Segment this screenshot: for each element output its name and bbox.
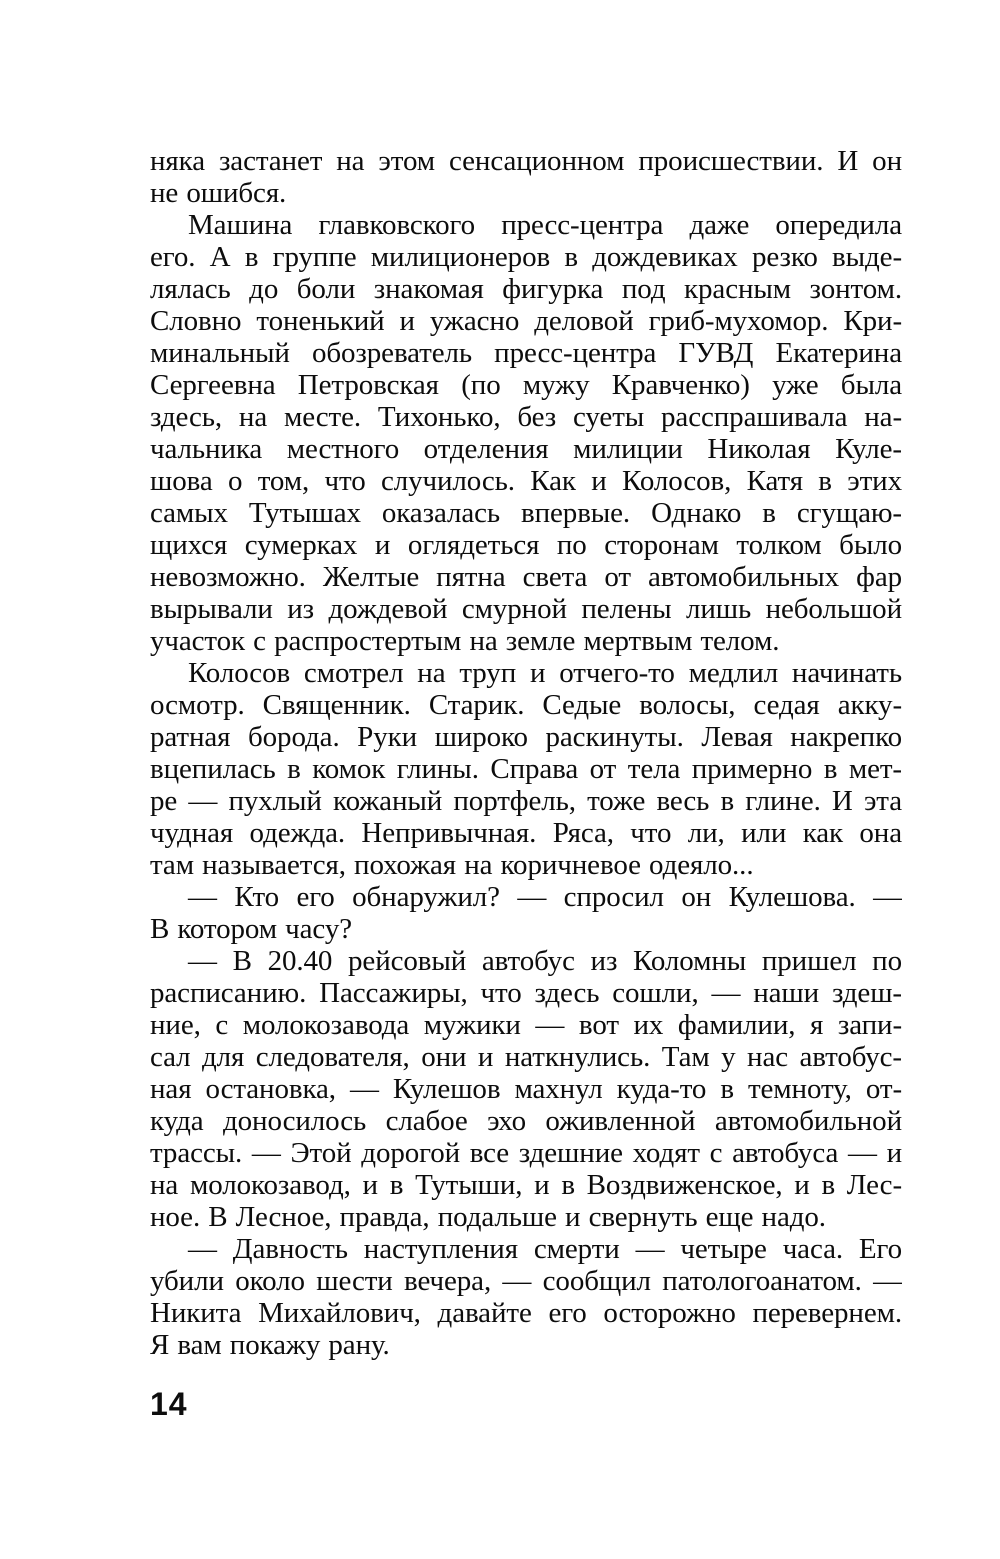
- text-line: ре — пухлый кожаный портфель, тоже весь в глине. И эта: [150, 785, 902, 817]
- text-line: самых Тутышах оказалась впервые. Однако в сгущаю-: [150, 497, 902, 529]
- text-line: ние, с молокозавода мужики — вот их фамилии, я запи-: [150, 1009, 902, 1041]
- text-line: здесь, на месте. Тихонько, без суеты расспрашивала на-: [150, 401, 902, 433]
- text-line: ратная борода. Руки широко раскинуты. Левая накрепко: [150, 721, 902, 753]
- text-line: няка застанет на этом сенсационном происшествии. И он: [150, 145, 902, 177]
- text-line: Словно тоненький и ужасно деловой гриб-мухомор. Кри-: [150, 305, 902, 337]
- text-line: расписанию. Пассажиры, что здесь сошли, — наши здеш-: [150, 977, 902, 1009]
- text-line: чальника местного отделения милиции Николая Куле-: [150, 433, 902, 465]
- text-line: Машина главковского пресс-центра даже опередила: [188, 209, 902, 241]
- text-block: [150, 145, 902, 1361]
- text-line: осмотр. Священник. Старик. Седые волосы, седая акку-: [150, 689, 902, 721]
- text-line: Никита Михайлович, давайте его осторожно перевернем.: [150, 1297, 902, 1329]
- text-line: убили около шести вечера, — сообщил патологоанатом. —: [150, 1265, 902, 1297]
- text-line: не ошибся.: [150, 177, 287, 209]
- text-line: В котором часу?: [150, 913, 352, 945]
- text-line: сал для следователя, они и наткнулись. Там у нас автобус-: [150, 1041, 902, 1073]
- text-line: — В 20.40 рейсовый автобус из Коломны пришел по: [188, 945, 902, 977]
- text-line: щихся сумерках и оглядеться по сторонам толком было: [150, 529, 902, 561]
- text-line: участок с распростертым на земле мертвым телом.: [150, 625, 780, 657]
- text-line: — Кто его обнаружил? — спросил он Кулешова. —: [188, 881, 902, 913]
- text-line: чудная одежда. Непривычная. Ряса, что ли, или как она: [150, 817, 902, 849]
- text-line: вырывали из дождевой смурной пелены лишь небольшой: [150, 593, 902, 625]
- text-line: — Давность наступления смерти — четыре часа. Его: [188, 1233, 902, 1265]
- text-line: там называется, похожая на коричневое одеяло...: [150, 849, 754, 881]
- text-line: на молокозавод, и в Тутыши, и в Воздвиженское, и в Лес-: [150, 1169, 902, 1201]
- text-line: невозможно. Желтые пятна света от автомобильных фар: [150, 561, 902, 593]
- text-line: трассы. — Этой дорогой все здешние ходят с автобуса — и: [150, 1137, 902, 1169]
- text-line: вцепилась в комок глины. Справа от тела примерно в мет-: [150, 753, 902, 785]
- text-line: Сергеевна Петровская (по мужу Кравченко) уже была: [150, 369, 902, 401]
- text-line: ное. В Лесное, правда, подальше и свернуть еще надо.: [150, 1201, 826, 1233]
- text-line: Колосов смотрел на труп и отчего-то медлил начинать: [188, 657, 902, 689]
- text-line: куда доносилось слабое эхо оживленной автомобильной: [150, 1105, 902, 1137]
- text-line: его. А в группе милиционеров в дождевиках резко выде-: [150, 241, 902, 273]
- text-line: Я вам покажу рану.: [150, 1329, 390, 1361]
- page-number: 14: [150, 1386, 188, 1422]
- text-line: минальный обозреватель пресс-центра ГУВД Екатерина: [150, 337, 902, 369]
- text-line: шова о том, что случилось. Как и Колосов, Катя в этих: [150, 465, 902, 497]
- text-line: лялась до боли знакомая фигурка под красным зонтом.: [150, 273, 902, 305]
- text-line: ная остановка, — Кулешов махнул куда-то в темноту, от-: [150, 1073, 902, 1105]
